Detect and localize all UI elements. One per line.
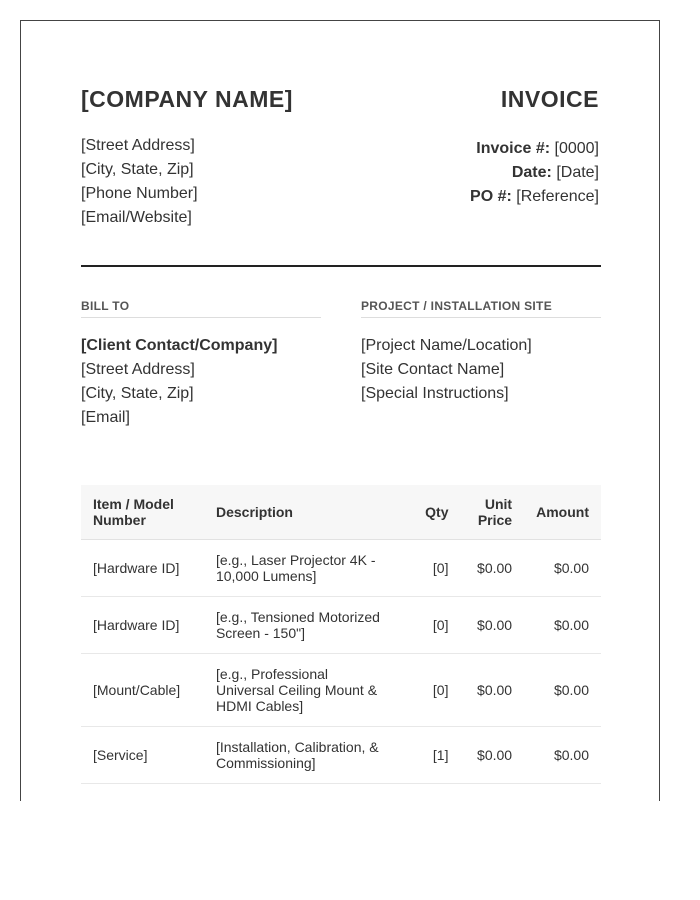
row-amount: $0.00 <box>524 654 601 727</box>
row-amount: $0.00 <box>524 597 601 654</box>
project-name-location: [Project Name/Location] <box>361 337 532 354</box>
bill-to-street: [Street Address] <box>81 361 195 378</box>
col-description-header: Description <box>204 485 398 540</box>
line-items-header <box>81 485 601 540</box>
company-city-state-zip: [City, State, Zip] <box>81 161 194 178</box>
row-unit-price: $0.00 <box>460 727 524 784</box>
row-description: [e.g., Laser Projector 4K - 10,000 Lumens] <box>204 540 398 597</box>
invoice-number-label: Invoice #: <box>476 140 551 157</box>
bill-to-section <box>81 299 321 430</box>
row-unit-price: $0.00 <box>460 597 524 654</box>
project-site-section <box>361 299 601 406</box>
company-address <box>81 134 198 230</box>
row-qty: [0] <box>398 597 461 654</box>
table-row <box>81 597 601 654</box>
row-qty: [0] <box>398 654 461 727</box>
row-description: [e.g., Tensioned Motorized Screen - 150"] <box>204 597 398 654</box>
bill-to-client: [Client Contact/Company] <box>81 337 278 354</box>
invoice-date-value: [Date] <box>556 164 599 181</box>
bill-to-heading: BILL TO <box>81 299 321 318</box>
po-number-value: [Reference] <box>516 188 599 205</box>
invoice-date-row <box>470 161 599 185</box>
invoice-page <box>20 20 660 801</box>
company-name: [COMPANY NAME] <box>81 86 293 112</box>
col-unit-price-header: Unit Price <box>460 485 524 540</box>
row-description: [Installation, Calibration, & Commissioning] <box>204 727 398 784</box>
col-amount-header: Amount <box>524 485 601 540</box>
invoice-date-label: Date: <box>511 164 552 181</box>
bill-to-email: [Email] <box>81 409 130 426</box>
project-site-lines <box>361 334 601 406</box>
row-item: [Service] <box>81 727 204 784</box>
site-contact-name: [Site Contact Name] <box>361 361 505 378</box>
row-item: [Hardware ID] <box>81 540 204 597</box>
company-street: [Street Address] <box>81 137 195 154</box>
project-site-heading: PROJECT / INSTALLATION SITE <box>361 299 601 318</box>
row-unit-price: $0.00 <box>460 654 524 727</box>
table-row <box>81 654 601 727</box>
line-items-body <box>81 540 601 784</box>
row-item: [Hardware ID] <box>81 597 204 654</box>
special-instructions: [Special Instructions] <box>361 385 509 402</box>
invoice-title: INVOICE <box>500 86 599 112</box>
line-items-table <box>81 485 601 784</box>
po-number-row <box>470 185 599 209</box>
company-phone: [Phone Number] <box>81 185 198 202</box>
invoice-meta <box>470 137 599 209</box>
row-description: [e.g., Professional Universal Ceiling Mount & HDMI Cables] <box>204 654 398 727</box>
company-email-website: [Email/Website] <box>81 209 192 226</box>
header-divider <box>81 265 601 267</box>
col-qty-header: Qty <box>398 485 461 540</box>
invoice-number-row <box>470 137 599 161</box>
col-item-header: Item / Model Number <box>81 485 204 540</box>
bill-to-lines <box>81 334 321 430</box>
row-qty: [0] <box>398 540 461 597</box>
table-row <box>81 727 601 784</box>
invoice-number-value: [0000] <box>554 140 599 157</box>
table-row <box>81 540 601 597</box>
bill-to-city-state-zip: [City, State, Zip] <box>81 385 194 402</box>
row-amount: $0.00 <box>524 540 601 597</box>
row-qty: [1] <box>398 727 461 784</box>
row-amount: $0.00 <box>524 727 601 784</box>
po-number-label: PO #: <box>470 188 512 205</box>
row-item: [Mount/Cable] <box>81 654 204 727</box>
row-unit-price: $0.00 <box>460 540 524 597</box>
header-row <box>81 485 601 540</box>
